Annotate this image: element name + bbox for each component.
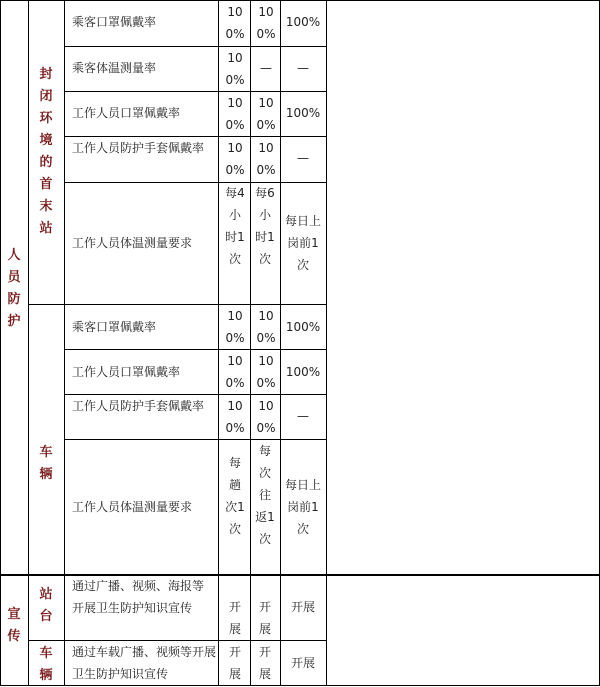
value-cell: 每日上岗前1次 [285, 214, 322, 272]
section-vehicle2: 车辆 [39, 646, 53, 683]
value-cell: 100% [256, 5, 276, 41]
section-publicity: 宣传 [7, 607, 21, 644]
item-cell: 通过车载广播、视频等开展卫生防护知识宣传 [72, 645, 217, 681]
value-cell: 100% [256, 354, 276, 390]
value-cell: 100% [225, 309, 245, 345]
item-cell: 工作人员体温测量要求 [72, 236, 193, 250]
value-cell: 开展 [290, 600, 315, 614]
item-cell: 工作人员口罩佩戴率 [72, 365, 181, 379]
value-cell: 开展 [258, 645, 271, 681]
value-cell: 每4小时1次 [225, 186, 245, 266]
value-cell: 每6小时1次 [255, 186, 275, 266]
value-cell: 100% [225, 5, 245, 41]
value-cell: 开展 [290, 656, 315, 670]
item-cell: 工作人员防护手套佩戴率 [72, 399, 205, 413]
value-cell: 100% [285, 15, 321, 29]
value-cell: 100% [256, 96, 276, 132]
value-cell: 100% [225, 141, 245, 177]
section-vehicle: 车辆 [39, 445, 53, 482]
item-cell: 乘客体温测量率 [72, 61, 157, 75]
value-cell: 100% [256, 309, 276, 345]
value-cell: 每趟次1次 [225, 456, 245, 536]
value-cell: 每次往返1次 [255, 444, 275, 546]
item-cell: 工作人员体温测量要求 [72, 500, 193, 514]
value-cell: 100% [225, 399, 245, 435]
section-station: 站台 [39, 587, 53, 624]
value-cell: 每日上岗前1次 [285, 478, 322, 536]
item-cell: 乘客口罩佩戴率 [72, 15, 157, 29]
value-cell: 100% [285, 365, 321, 379]
value-cell: 开展 [228, 600, 241, 636]
value-cell: 100% [285, 320, 321, 334]
value-cell: 100% [225, 96, 245, 132]
value-cell: 100% [285, 106, 321, 120]
value-cell: — [297, 151, 309, 165]
item-cell: 工作人员防护手套佩戴率 [72, 141, 205, 155]
section-enclosed: 封闭环境的首末站 [39, 67, 53, 236]
value-cell: 100% [225, 51, 245, 87]
value-cell: 100% [256, 399, 276, 435]
value-cell: — [260, 61, 272, 75]
section-personnel: 人员防护 [7, 248, 21, 329]
value-cell: 开展 [258, 600, 271, 636]
value-cell: 100% [225, 354, 245, 390]
value-cell: 开展 [228, 645, 241, 681]
value-cell: — [297, 409, 309, 423]
item-cell: 乘客口罩佩戴率 [72, 320, 157, 334]
item-cell: 通过广播、视频、海报等开展卫生防护知识宣传 [72, 579, 205, 615]
value-cell: 100% [256, 141, 276, 177]
value-cell: — [297, 61, 309, 75]
item-cell: 工作人员口罩佩戴率 [72, 106, 181, 120]
